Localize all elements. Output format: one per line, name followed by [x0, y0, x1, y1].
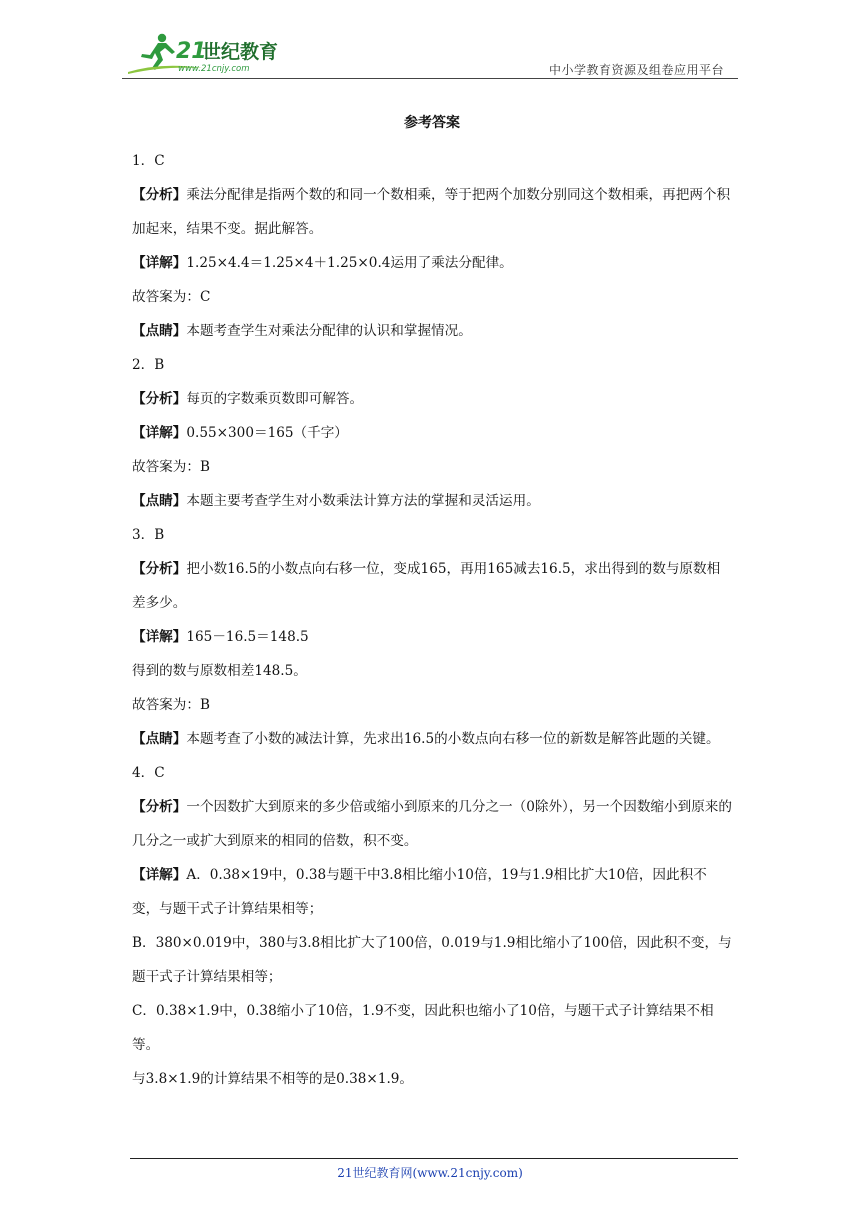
paragraph-text: 2．B	[132, 357, 165, 373]
answer-paragraph	[132, 620, 732, 654]
svg-text:21: 21	[176, 39, 207, 64]
page-title: 参考答案	[404, 115, 460, 131]
section-label: 【点睛】	[132, 493, 187, 509]
paragraph-text: 1.25×4.4＝1.25×4＋1.25×0.4运用了乘法分配律。	[186, 255, 513, 271]
section-label: 【详解】	[132, 255, 187, 271]
paragraph-text: 本题考查了小数的减法计算，先求出16.5的小数点向右移一位的新数是解答此题的关键。	[186, 731, 720, 747]
paragraph-text: 乘法分配律是指两个数的和同一个数相乘，等于把两个加数分别同这个数相乘，再把两个积加起来，结果不变。据此解答。	[132, 187, 731, 237]
section-label: 【点睛】	[132, 323, 187, 339]
answer-paragraph	[132, 382, 732, 416]
answer-paragraph	[132, 178, 732, 246]
site-logo	[122, 32, 292, 76]
footer-link[interactable]: 21世纪教育网(www.21cnjy.com)	[337, 1166, 523, 1180]
header-divider	[122, 78, 738, 79]
answer-list	[132, 144, 732, 1096]
paragraph-text: 每页的字数乘页数即可解答。	[186, 391, 364, 407]
paragraph-text: 一个因数扩大到原来的多少倍或缩小到原来的几分之一（0除外），另一个因数缩小到原来的几分之一或扩大到原来的相同的倍数，积不变。	[132, 799, 732, 849]
answer-paragraph	[132, 790, 732, 858]
section-label: 【分析】	[132, 561, 187, 577]
svg-text:世纪教育: 世纪教育	[202, 41, 279, 63]
footer-divider	[130, 1158, 738, 1159]
answer-paragraph	[132, 484, 732, 518]
paragraph-text: B．380×0.019中，380与3.8相比扩大了100倍，0.019与1.9相比缩小了100倍，因此积不变，与题干式子计算结果相等；	[132, 935, 732, 985]
logo-url: www.21cnjy.com	[178, 64, 250, 74]
answer-paragraph	[132, 688, 732, 722]
answer-paragraph	[132, 926, 732, 994]
paragraph-text: 本题主要考查学生对小数乘法计算方法的掌握和灵活运用。	[186, 493, 540, 509]
answer-paragraph	[132, 1062, 732, 1096]
paragraph-text: 165－16.5＝148.5	[186, 629, 309, 645]
answer-paragraph	[132, 348, 732, 382]
answer-paragraph	[132, 416, 732, 450]
paragraph-text: 与3.8×1.9的计算结果不相等的是0.38×1.9。	[132, 1071, 414, 1087]
paragraph-text: 4．C	[132, 765, 165, 781]
answer-paragraph	[132, 518, 732, 552]
answer-paragraph	[132, 552, 732, 620]
section-label: 【详解】	[132, 425, 187, 441]
answer-paragraph	[132, 450, 732, 484]
page-header	[122, 28, 738, 80]
paragraph-text: A．0.38×19中，0.38与题干中3.8相比缩小10倍，19与1.9相比扩大10倍，因此积不变，与题干式子计算结果相等；	[132, 867, 707, 917]
answer-paragraph	[132, 756, 732, 790]
paragraph-text: 把小数16.5的小数点向右移一位，变成165，再用165减去16.5，求出得到的数与原数相差多少。	[132, 561, 721, 611]
answer-paragraph	[132, 654, 732, 688]
answer-paragraph	[132, 994, 732, 1062]
answer-paragraph	[132, 858, 732, 926]
paragraph-text: 故答案为：B	[132, 459, 210, 475]
section-label: 【分析】	[132, 187, 187, 203]
answer-paragraph	[132, 246, 732, 280]
paragraph-text: C．0.38×1.9中，0.38缩小了10倍，1.9不变，因此积也缩小了10倍，与题干式子计算结果不相等。	[132, 1003, 714, 1053]
paragraph-text: 故答案为：B	[132, 697, 210, 713]
section-label: 【分析】	[132, 799, 187, 815]
answer-paragraph	[132, 280, 732, 314]
paragraph-text: 得到的数与原数相差148.5。	[132, 663, 307, 679]
paragraph-text: 故答案为：C	[132, 289, 211, 305]
paragraph-text: 0.55×300＝165（千字）	[186, 425, 348, 441]
answer-paragraph	[132, 144, 732, 178]
paragraph-text: 1．C	[132, 153, 165, 169]
section-label: 【详解】	[132, 629, 187, 645]
answer-content	[132, 112, 732, 1096]
section-label: 【分析】	[132, 391, 187, 407]
answer-paragraph	[132, 314, 732, 348]
answer-paragraph	[132, 722, 732, 756]
paragraph-text: 本题考查学生对乘法分配律的认识和掌握情况。	[186, 323, 472, 339]
platform-name: 中小学教育资源及组卷应用平台	[548, 63, 724, 77]
section-label: 【详解】	[132, 867, 187, 883]
section-label: 【点睛】	[132, 731, 187, 747]
paragraph-text: 3．B	[132, 527, 165, 543]
